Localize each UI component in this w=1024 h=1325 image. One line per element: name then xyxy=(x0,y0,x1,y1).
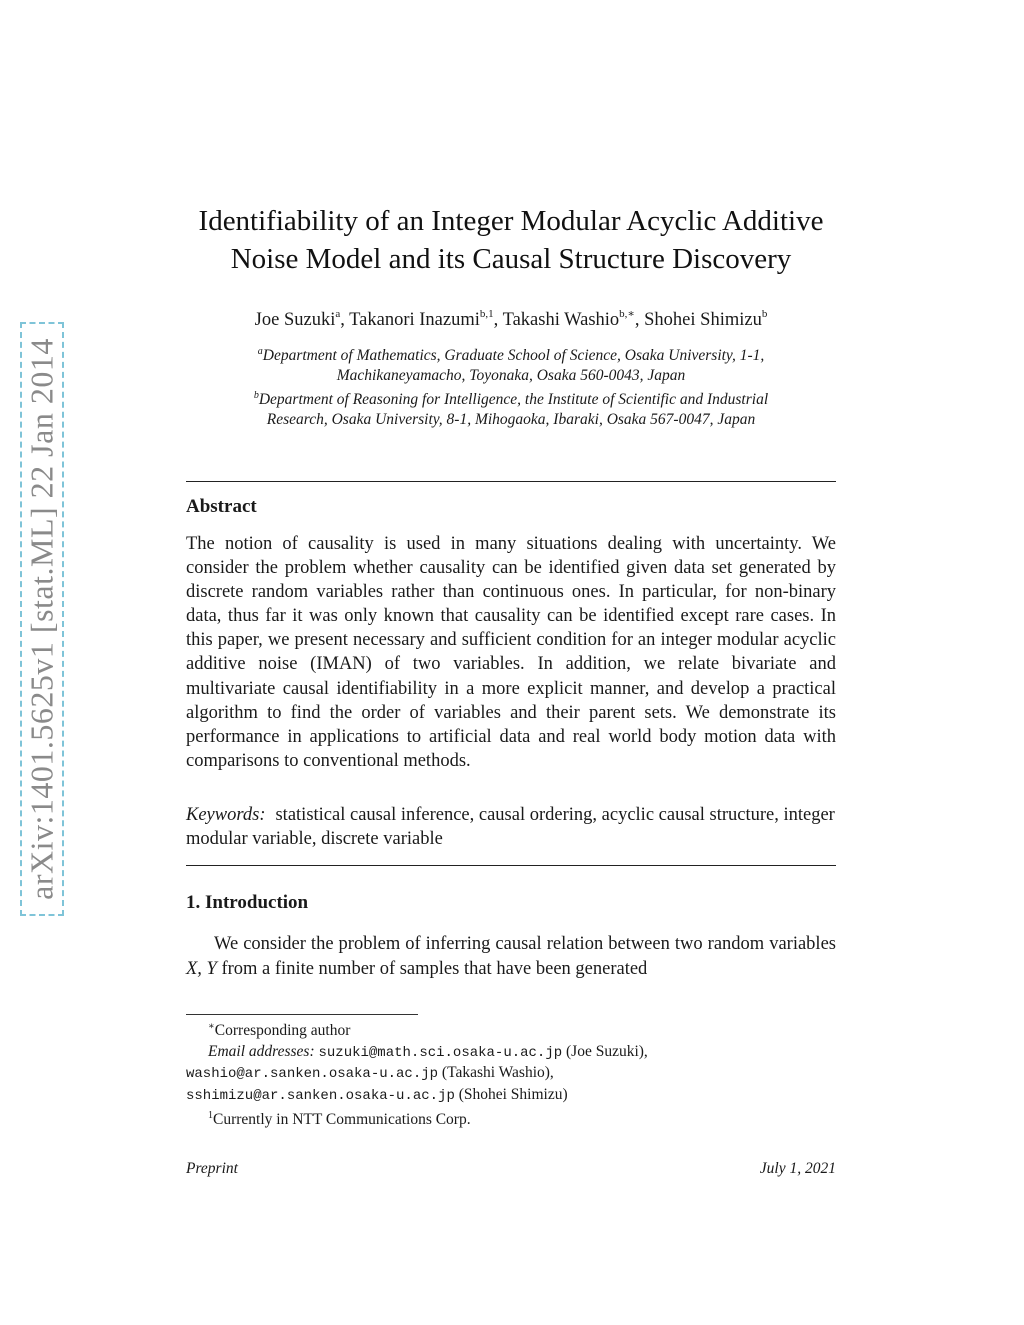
footnote-corresponding xyxy=(186,1017,836,1042)
author-name: Takanori Inazumi xyxy=(349,310,480,330)
footnote-email-line xyxy=(186,1085,836,1107)
intro-text: from a finite number of samples that have been generated xyxy=(216,958,648,979)
author-name: Joe Suzuki xyxy=(254,310,336,330)
abstract-heading: Abstract xyxy=(186,496,257,517)
author-separator: , xyxy=(493,310,503,330)
author-separator: , xyxy=(634,310,645,330)
title-line-2: Noise Model and its Causal Structure Discovery xyxy=(230,243,792,275)
footnote-text: Currently in NTT Communications Corp. xyxy=(213,1111,471,1128)
footer-preprint: Preprint xyxy=(186,1160,238,1177)
author-list xyxy=(186,300,836,334)
email-label: Email addresses: xyxy=(208,1042,315,1060)
author-affil-mark: b,1 xyxy=(479,308,494,320)
intro-text: We consider the problem of inferring causal relation between two random variables xyxy=(214,934,836,954)
affiliations xyxy=(186,342,836,430)
author-separator: , xyxy=(340,310,350,330)
affiliation-mark: b xyxy=(253,390,259,401)
footnote-mark: 1 xyxy=(208,1110,213,1121)
footnote-text: Corresponding author xyxy=(214,1022,351,1039)
email-owner: (Joe Suzuki), xyxy=(562,1042,648,1060)
email-link[interactable]: suzuki@math.sci.osaka-u.ac.jp xyxy=(318,1044,563,1061)
email-owner: (Takashi Washio), xyxy=(438,1064,554,1081)
footnote-mark: ∗ xyxy=(208,1021,215,1032)
author-affil-mark: b xyxy=(761,308,768,320)
author-affil-mark: b,∗ xyxy=(619,308,635,320)
abstract-top-rule xyxy=(186,481,836,482)
affiliation-mark: a xyxy=(257,346,263,357)
paper-title xyxy=(186,202,836,278)
affiliation-text: Department of Mathematics, Graduate School of Science, Osaka University, 1-1, xyxy=(262,347,765,364)
affiliation-a xyxy=(186,342,836,366)
abstract-text: The notion of causality is used in many situations dealing with uncertainty. We consider the problem whether causality can be identified given data set generated by discrete random variables rather than continuous ones. In particular, for non-binary data, thus far it was only known that causality can be identified except rare cases. In this paper, we present necessary and sufficient condition for an integer modular acyclic additive noise (IMAN) of two variables. In addition, we relate bivariate and multivariate causal identifiability in a more explicit manner, and develop a practical algorithm to find the order of variables and their parent sets. We demonstrate its performance in applications to artificial data and real world body motion data with comparisons to conventional methods. xyxy=(186,534,836,771)
affiliation-b xyxy=(186,386,836,410)
footnote-emails xyxy=(186,1042,836,1064)
intro-math: X, Y xyxy=(186,958,217,979)
email-owner: (Shohei Shimizu) xyxy=(454,1085,568,1103)
affiliation-text: Department of Reasoning for Intelligence, the Institute of Scientific and Industrial xyxy=(258,391,769,408)
section-heading-introduction: 1. Introduction xyxy=(186,892,309,913)
author-name: Shohei Shimizu xyxy=(644,310,762,330)
arxiv-sidebar-stamp xyxy=(20,322,64,916)
arxiv-id-label[interactable]: arXiv:1401.5625v1 [stat.ML] 22 Jan 2014 xyxy=(23,338,60,900)
footnote-1 xyxy=(186,1106,836,1131)
keywords-label: Keywords: xyxy=(186,805,266,825)
introduction-paragraph xyxy=(186,932,836,981)
email-link[interactable]: sshimizu@ar.sanken.osaka-u.ac.jp xyxy=(186,1087,455,1104)
affiliation-text: Machikaneyamacho, Toyonaka, Osaka 560-0043, Japan xyxy=(336,367,686,384)
title-line-1: Identifiability of an Integer Modular Acyclic Additive xyxy=(198,205,824,237)
footnote-rule xyxy=(186,1014,418,1015)
email-link[interactable]: washio@ar.sanken.osaka-u.ac.jp xyxy=(186,1066,439,1082)
author-affil-mark: a xyxy=(335,308,341,320)
author-name: Takashi Washio xyxy=(502,310,620,330)
keywords-text: statistical causal inference, causal ordering, acyclic causal structure, integer modular variable, discrete variable xyxy=(186,805,835,849)
footnotes xyxy=(186,1017,836,1131)
abstract-bottom-rule xyxy=(186,865,836,866)
keywords xyxy=(186,803,836,851)
footnote-email-line xyxy=(186,1063,836,1085)
footer-date: July 1, 2021 xyxy=(759,1160,836,1177)
affiliation-text: Research, Osaka University, 8-1, Mihogaoka, Ibaraki, Osaka 567-0047, Japan xyxy=(266,411,756,428)
